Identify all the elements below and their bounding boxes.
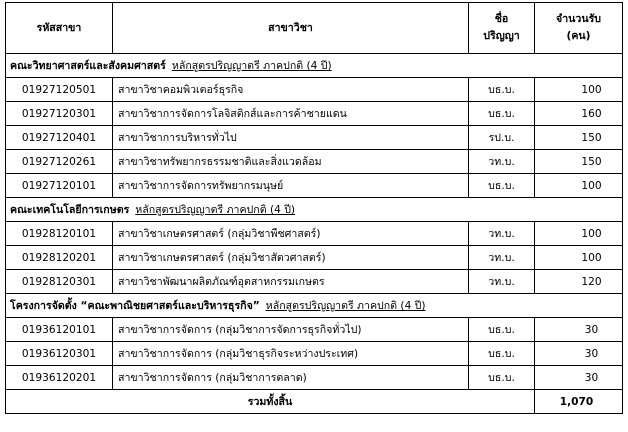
table-row (6, 150, 623, 174)
major-code-cell: 01936120201 (6, 366, 113, 390)
quota-cell: 150 (535, 126, 623, 150)
major-code-cell: 01927120401 (6, 126, 113, 150)
major-code-cell: 01927120101 (6, 174, 113, 198)
quota-cell: 120 (535, 270, 623, 294)
major-name-cell: สาขาวิชาการจัดการโลจิสติกส์และการค้าชายแดน (113, 102, 469, 126)
degree-cell: บธ.บ. (469, 342, 535, 366)
section-heading (6, 54, 623, 78)
table-row (6, 246, 623, 270)
major-name-cell: สาขาวิชาทรัพยากรธรรมชาติและสิ่งแวดล้อม (113, 150, 469, 174)
section-row (6, 54, 623, 78)
degree-cell: รป.บ. (469, 126, 535, 150)
major-code-cell: 01927120301 (6, 102, 113, 126)
degree-cell: บธ.บ. (469, 366, 535, 390)
header-degree (469, 3, 535, 54)
table-row (6, 174, 623, 198)
section-row (6, 294, 623, 318)
table-body (6, 3, 623, 414)
degree-cell: บธ.บ. (469, 174, 535, 198)
quota-cell: 160 (535, 102, 623, 126)
major-name-cell: สาขาวิชาการจัดการ (กลุ่มวิชาการตลาด) (113, 366, 469, 390)
major-code-cell: 01936120301 (6, 342, 113, 366)
quota-cell: 30 (535, 342, 623, 366)
major-name-cell: สาขาวิชาการบริหารทั่วไป (113, 126, 469, 150)
major-code-cell: 01936120101 (6, 318, 113, 342)
total-label: รวมทั้งสิ้น (6, 390, 535, 414)
major-code-cell: 01928120201 (6, 246, 113, 270)
quota-cell: 100 (535, 222, 623, 246)
quota-cell: 100 (535, 174, 623, 198)
table-row (6, 102, 623, 126)
degree-cell: บธ.บ. (469, 102, 535, 126)
header-degree-line2: ปริญญา (483, 30, 520, 42)
section-title: คณะเทคโนโลยีการเกษตร (10, 204, 130, 216)
table-row (6, 78, 623, 102)
header-degree-line1: ชื่อ (494, 13, 509, 25)
header-quota (535, 3, 623, 54)
table-row (6, 222, 623, 246)
major-name-cell: สาขาวิชาเกษตรศาสตร์ (กลุ่มวิชาสัตวศาสตร์) (113, 246, 469, 270)
section-heading (6, 198, 623, 222)
total-row (6, 390, 623, 414)
quota-cell: 150 (535, 150, 623, 174)
degree-cell: วท.บ. (469, 270, 535, 294)
major-name-cell: สาขาวิชาการจัดการทรัพยากรมนุษย์ (113, 174, 469, 198)
major-code-cell: 01927120501 (6, 78, 113, 102)
degree-cell: บธ.บ. (469, 318, 535, 342)
quota-cell: 100 (535, 78, 623, 102)
degree-cell: วท.บ. (469, 150, 535, 174)
section-program: หลักสูตรปริญญาตรี ภาคปกติ (4 ปี) (135, 204, 296, 216)
table-row (6, 270, 623, 294)
major-name-cell: สาขาวิชาการจัดการ (กลุ่มวิชาการจัดการธุรกิจทั่วไป) (113, 318, 469, 342)
degree-cell: วท.บ. (469, 246, 535, 270)
header-quota-line2: (คน) (566, 30, 591, 42)
section-program: หลักสูตรปริญญาตรี ภาคปกติ (4 ปี) (265, 300, 426, 312)
quota-cell: 30 (535, 318, 623, 342)
major-name-cell: สาขาวิชาพัฒนาผลิตภัณฑ์อุตสาหกรรมเกษตร (113, 270, 469, 294)
major-name-cell: สาขาวิชาการจัดการ (กลุ่มวิชาธุรกิจระหว่างประเทศ) (113, 342, 469, 366)
quota-cell: 30 (535, 366, 623, 390)
degree-cell: บธ.บ. (469, 78, 535, 102)
major-code-cell: 01927120261 (6, 150, 113, 174)
major-code-cell: 01928120101 (6, 222, 113, 246)
table-row (6, 366, 623, 390)
table-row (6, 318, 623, 342)
header-row (6, 3, 623, 54)
major-code-cell: 01928120301 (6, 270, 113, 294)
header-quota-line1: จำนวนรับ (555, 13, 601, 25)
section-row (6, 198, 623, 222)
section-program: หลักสูตรปริญญาตรี ภาคปกติ (4 ปี) (171, 60, 332, 72)
section-title: คณะวิทยาศาสตร์และสังคมศาสตร์ (10, 60, 166, 72)
section-heading (6, 294, 623, 318)
degree-cell: วท.บ. (469, 222, 535, 246)
quota-cell: 100 (535, 246, 623, 270)
table-row (6, 126, 623, 150)
header-major: สาขาวิชา (113, 3, 469, 54)
section-title: โครงการจัดตั้ง “คณะพาณิชยศาสตร์และบริหารธุรกิจ” (10, 300, 260, 312)
major-name-cell: สาขาวิชาเกษตรศาสตร์ (กลุ่มวิชาพืชศาสตร์) (113, 222, 469, 246)
major-name-cell: สาขาวิชาคอมพิวเตอร์ธุรกิจ (113, 78, 469, 102)
header-code: รหัสสาขา (6, 3, 113, 54)
admission-quota-table (5, 2, 623, 414)
total-value: 1,070 (535, 390, 623, 414)
table-row (6, 342, 623, 366)
